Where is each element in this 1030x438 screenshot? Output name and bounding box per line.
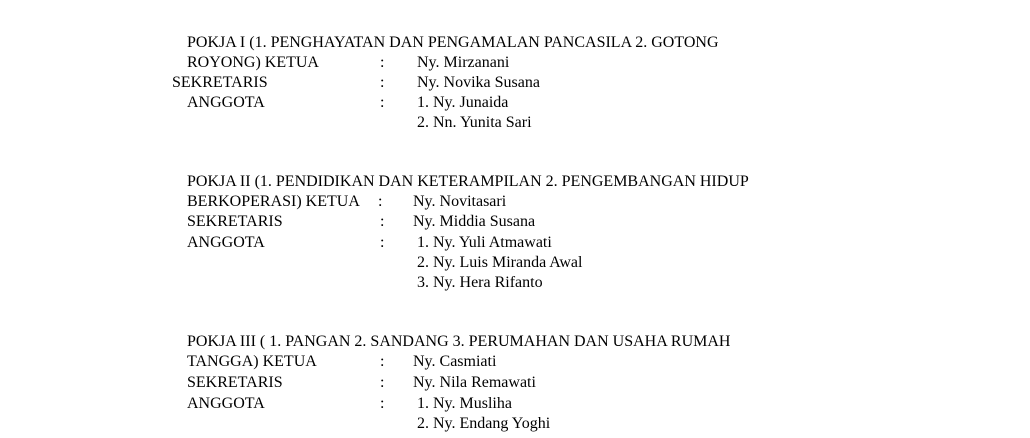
pokja3-anggota-colon: : [380,395,385,412]
pokja2-ketua-colon: : [378,193,383,210]
pokja1-heading-line1: POKJA I (1. PENGHAYATAN DAN PENGAMALAN PANCASILA 2. GOTONG [187,34,719,51]
pokja2-anggota-colon: : [380,234,385,251]
pokja2-anggota-item: 3. Ny. Hera Rifanto [417,274,543,291]
pokja2-ketua-name: Ny. Novitasari [413,193,507,210]
pokja1-anggota-item: 2. Nn. Yunita Sari [417,114,532,131]
pokja3-sekretaris-name: Ny. Nila Remawati [413,374,536,391]
pokja2-heading-line1: POKJA II (1. PENDIDIKAN DAN KETERAMPILAN 2. PENGEMBANGAN HIDUP [187,173,749,190]
pokja3-sekretaris-colon: : [380,374,385,391]
pokja1-sekretaris-name: Ny. Novika Susana [417,74,540,91]
pokja2-anggota-item: 2. Ny. Luis Miranda Awal [417,254,583,271]
pokja1-sekretaris-colon: : [380,74,385,91]
pokja3-ketua-name: Ny. Casmiati [413,353,497,370]
pokja1-heading-line2: ROYONG) KETUA [187,54,319,71]
pokja3-heading-line1: POKJA III ( 1. PANGAN 2. SANDANG 3. PERUMAHAN DAN USAHA RUMAH [187,333,731,350]
pokja2-anggota-label: ANGGOTA [187,234,265,251]
pokja1-ketua-name: Ny. Mirzanani [417,54,510,71]
pokja2-anggota-item: 1. Ny. Yuli Atmawati [417,234,552,251]
pokja1-sekretaris-label: SEKRETARIS [172,74,268,91]
pokja3-anggota-item: 1. Ny. Musliha [417,395,512,412]
pokja2-sekretaris-label: SEKRETARIS [187,213,283,230]
pokja3-heading-line2: TANGGA) KETUA [187,353,317,370]
pokja3-sekretaris-label: SEKRETARIS [187,374,283,391]
pokja3-ketua-colon: : [380,353,385,370]
pokja2-sekretaris-name: Ny. Middia Susana [413,213,536,230]
pokja3-anggota-item: 2. Ny. Endang Yoghi [417,415,551,432]
pokja2-heading-line2: BERKOPERASI) KETUA [187,193,360,210]
pokja1-anggota-item: 1. Ny. Junaida [417,94,509,111]
pokja1-anggota-label: ANGGOTA [187,94,265,111]
pokja1-ketua-colon: : [380,54,385,71]
pokja1-anggota-colon: : [380,94,385,111]
pokja3-anggota-label: ANGGOTA [187,395,265,412]
pokja2-sekretaris-colon: : [380,213,385,230]
